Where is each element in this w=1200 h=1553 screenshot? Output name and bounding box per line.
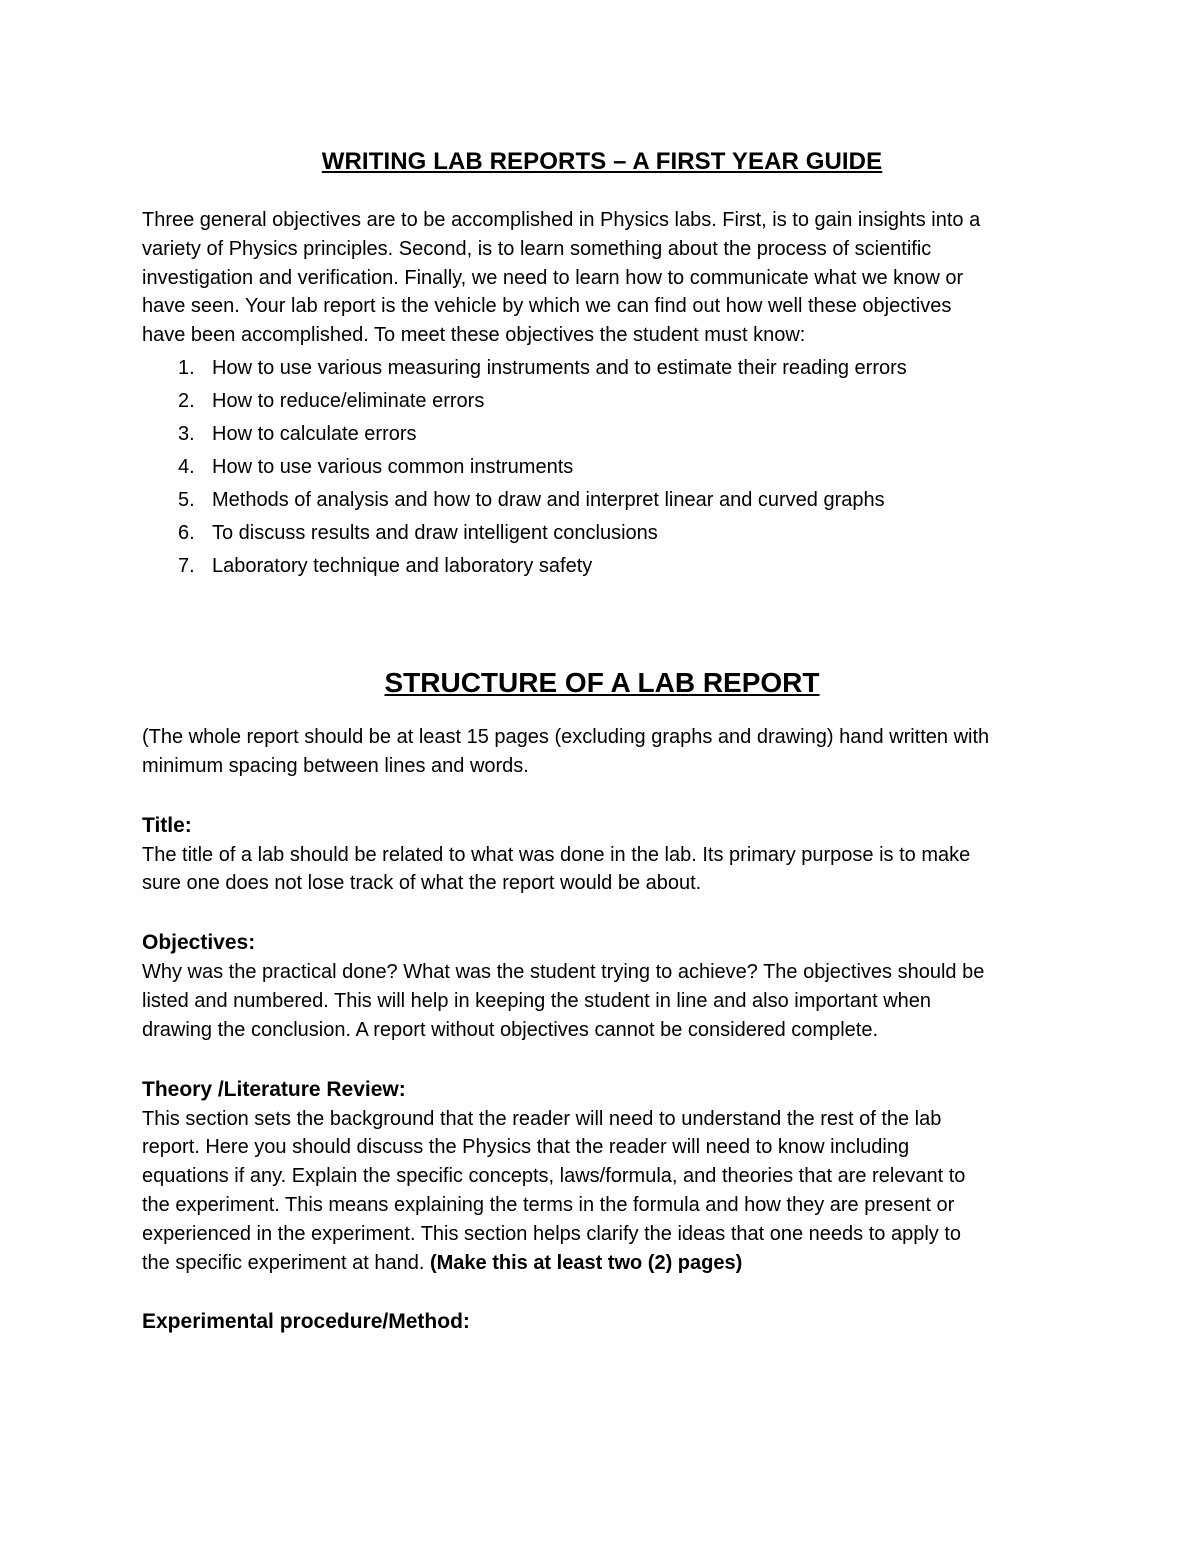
document-page xyxy=(142,146,1062,1337)
title-section-heading: Title: xyxy=(142,813,192,837)
list-text: How to calculate errors xyxy=(212,422,417,445)
list-item xyxy=(178,451,1062,484)
intro-paragraph xyxy=(142,206,1062,350)
objectives-section-heading: Objectives: xyxy=(142,931,256,955)
objectives-section-paragraph xyxy=(142,958,1062,1044)
list-number: 7. xyxy=(178,554,195,577)
list-item xyxy=(178,352,1062,385)
structure-intro-line: (The whole report should be at least 15 pages (excluding graphs and drawing) hand written with xyxy=(142,725,990,748)
list-text: How to use various common instruments xyxy=(212,455,574,478)
paragraph-line: This section sets the background that the reader will need to understand the rest of the lab xyxy=(142,1107,942,1130)
paragraph-line: The title of a lab should be related to what was done in the lab. Its primary purpose is to make xyxy=(142,843,971,866)
method-section-heading: Experimental procedure/Method: xyxy=(142,1310,470,1334)
list-number: 2. xyxy=(178,389,195,412)
list-item xyxy=(178,385,1062,418)
list-number: 6. xyxy=(178,521,195,544)
list-item xyxy=(178,517,1062,550)
intro-line: have been accomplished. To meet these objectives the student must know: xyxy=(142,324,806,347)
list-text: To discuss results and draw intelligent conclusions xyxy=(212,521,658,544)
list-item xyxy=(178,418,1062,451)
list-text: How to use various measuring instruments and to estimate their reading errors xyxy=(212,356,907,379)
structure-intro-paragraph xyxy=(142,723,1062,781)
paragraph-line: experienced in the experiment. This section helps clarify the ideas that one needs to apply to xyxy=(142,1222,962,1245)
intro-line: investigation and verification. Finally, we need to learn how to communicate what we know or xyxy=(142,266,964,289)
structure-intro-line: minimum spacing between lines and words. xyxy=(142,754,529,777)
theory-section-heading: Theory /Literature Review: xyxy=(142,1077,406,1101)
list-number: 4. xyxy=(178,455,195,478)
list-number: 3. xyxy=(178,422,195,445)
title-section-paragraph xyxy=(142,841,1062,899)
intro-line: Three general objectives are to be accomplished in Physics labs. First, is to gain insights into a xyxy=(142,209,981,231)
list-item xyxy=(178,484,1062,517)
paragraph-line xyxy=(142,1249,1062,1278)
paragraph-line: drawing the conclusion. A report without objectives cannot be considered complete. xyxy=(142,1018,878,1041)
list-text: Methods of analysis and how to draw and interpret linear and curved graphs xyxy=(212,488,885,511)
list-text: How to reduce/eliminate errors xyxy=(212,389,485,412)
objectives-list xyxy=(142,352,1062,583)
theory-page-requirement: (Make this at least two (2) pages) xyxy=(429,1251,743,1274)
paragraph-line: report. Here you should discuss the Physics that the reader will need to know including xyxy=(142,1136,910,1159)
paragraph-line: Why was the practical done? What was the student trying to achieve? The objectives should be xyxy=(142,961,985,984)
list-text: Laboratory technique and laboratory safety xyxy=(212,554,593,577)
intro-line: variety of Physics principles. Second, is to learn something about the process of scientific xyxy=(142,237,932,260)
theory-last-line-text: the specific experiment at hand. xyxy=(142,1251,430,1274)
document-title: WRITING LAB REPORTS – A FIRST YEAR GUIDE xyxy=(321,148,883,175)
paragraph-line: listed and numbered. This will help in keeping the student in line and also important when xyxy=(142,989,932,1012)
paragraph-line: sure one does not lose track of what the report would be about. xyxy=(142,872,702,895)
structure-title: STRUCTURE OF A LAB REPORT xyxy=(384,666,820,698)
intro-line: have seen. Your lab report is the vehicle by which we can find out how well these objectives xyxy=(142,295,952,318)
paragraph-line: equations if any. Explain the specific concepts, laws/formula, and theories that are relevant to xyxy=(142,1165,966,1188)
paragraph-line: the experiment. This means explaining the terms in the formula and how they are present or xyxy=(142,1193,955,1216)
list-number: 5. xyxy=(178,488,195,511)
theory-section-paragraph xyxy=(142,1105,1062,1278)
list-item xyxy=(178,550,1062,583)
list-number: 1. xyxy=(178,356,195,379)
